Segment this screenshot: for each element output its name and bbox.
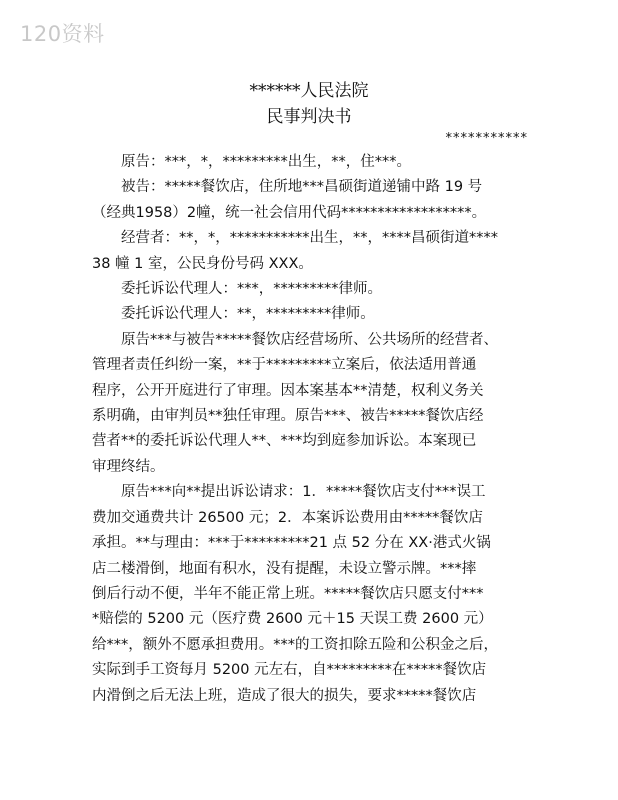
agent-line-1: 委托诉讼代理人：***，*********律师。 bbox=[121, 281, 382, 298]
claims-line: 给***，额外不愿承担费用。***的工资扣除五险和公积金之后， bbox=[92, 636, 498, 653]
claims-line: 实际到手工资每月 5200 元左右，自*********在*****餐饮店 bbox=[92, 662, 487, 679]
plaintiff-line: 原告：***，*，*********出生，**，住***。 bbox=[121, 154, 411, 170]
case-intro-line: 系明确，由审判员**独任审理。原告***、被告*****餐饮店经 bbox=[92, 408, 484, 425]
claims-line: 费加交通费共计 26500 元；2．本案诉讼费用由*****餐饮店 bbox=[92, 509, 483, 526]
case-intro-line: 程序，公开开庭进行了审理。因本案基本**清楚，权利义务关 bbox=[92, 382, 484, 399]
claims-line: *赔偿的 5200 元（医疗费 2600 元＋15 天误工费 2600 元） bbox=[92, 611, 493, 628]
agent-line-2: 委托诉讼代理人：**，*********律师。 bbox=[121, 306, 375, 323]
claims-line: 原告***向**提出诉讼请求：1．*****餐饮店支付***误工 bbox=[121, 484, 486, 501]
claims-line: 倒后行动不便，半年不能正常上班。*****餐饮店只愿支付*** bbox=[92, 585, 484, 602]
operator-line: 经营者：**，*，***********出生，**，****昌硕街道**** bbox=[121, 230, 498, 247]
judgment-body bbox=[92, 150, 542, 709]
claims-line: 店二楼滑倒，地面有积水，没有提醒，未设立警示牌。***摔 bbox=[92, 560, 477, 577]
court-name: ******人民法院 bbox=[249, 81, 369, 101]
claims-line: 内滑倒之后无法上班，造成了很大的损失，要求*****餐饮店 bbox=[92, 687, 477, 704]
document-type: 民事判决书 bbox=[266, 107, 352, 127]
operator-line-cont: 38 幢 1 室，公民身份号码 XXX。 bbox=[92, 255, 313, 272]
defendant-line-cont: （经典1958）2幢，统一社会信用代码******************。 bbox=[92, 204, 487, 221]
defendant-line: 被告：*****餐饮店，住所地***昌硕街道递铺中路 19 号 bbox=[121, 179, 483, 196]
case-intro-line: 营者**的委托诉讼代理人**、***均到庭参加诉讼。本案现已 bbox=[92, 433, 477, 450]
watermark-logo: 120资料 bbox=[20, 22, 105, 46]
case-intro-line: 原告***与被告*****餐饮店经营场所、公共场所的经营者、 bbox=[121, 331, 498, 348]
case-intro-line: 管理者责任纠纷一案，**于*********立案后，依法适用普通 bbox=[92, 357, 477, 374]
claims-line: 承担。**与理由：***于*********21 点 52 分在 XX·港式火锅 bbox=[92, 535, 491, 552]
case-number: *********** bbox=[445, 131, 528, 146]
case-intro-line: 审理终结。 bbox=[92, 458, 165, 475]
